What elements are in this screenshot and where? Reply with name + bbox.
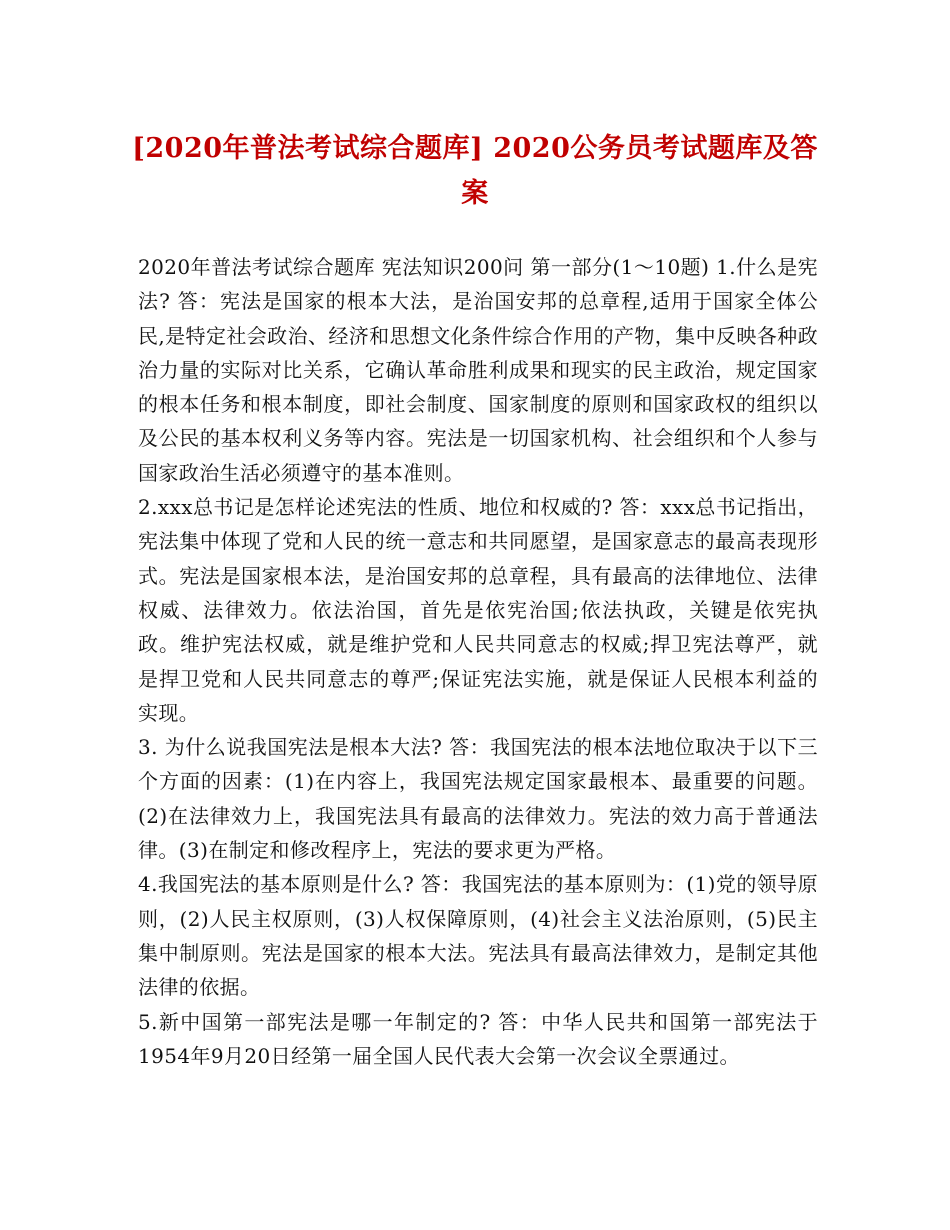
paragraph-1: 2020年普法考试综合题库 宪法知识200问 第一部分(1～10题) 1.什么是宪法? 答：宪法是国家的根本大法，是治国安邦的总章程,适用于国家全体公民,是特定社会政治、经济和思想文化条件综合作用的产物，集中反映各种政治力量的实际对比关系，它确认革命胜利成果和现实的民主政治，规定国家的根本任务和根本制度，即社会制度、国家制度的原则和国家政权的组织以及公民的基本权利义务等内容。宪法是一切国家机构、社会组织和个人参与国家政治生活必须遵守的基本准则。 [138,255,818,485]
paragraph-2: 2.xxx总书记是怎样论述宪法的性质、地位和权威的? 答：xxx总书记指出，宪法集中体现了党和人民的统一意志和共同愿望，是国家意志的最高表现形式。宪法是国家根本法，是治国安邦的总章程，具有最高的法律地位、法律权威、法律效力。依法治国，首先是依宪治国;依法执政，关键是依宪执政。维护宪法权威，就是维护党和人民共同意志的权威;捍卫宪法尊严，就是捍卫党和人民共同意志的尊严;保证宪法实施，就是保证人民根本利益的实现。 [138,495,818,725]
paragraph-4: 4.我国宪法的基本原则是什么? 答：我国宪法的基本原则为：(1)党的领导原则，(2)人民主权原则，(3)人权保障原则，(4)社会主义法治原则，(5)民主集中制原则。宪法是国家的根本大法。宪法具有最高法律效力，是制定其他法律的依据。 [138,872,818,1000]
document-body [138,250,818,1073]
paragraph-3: 3. 为什么说我国宪法是根本大法? 答：我国宪法的根本法地位取决于以下三个方面的因素：(1)在内容上，我国宪法规定国家最根本、最重要的问题。(2)在法律效力上，我国宪法具有最高的法律效力。宪法的效力高于普通法律。(3)在制定和修改程序上，宪法的要求更为严格。 [138,735,818,863]
paragraph-5: 5.新中国第一部宪法是哪一年制定的? 答：中华人民共和国第一部宪法于1954年9月20日经第一届全国人民代表大会第一次会议全票通过。 [138,1009,818,1068]
document-title: [2020年普法考试综合题库] 2020公务员考试题库及答案 [132,133,818,209]
